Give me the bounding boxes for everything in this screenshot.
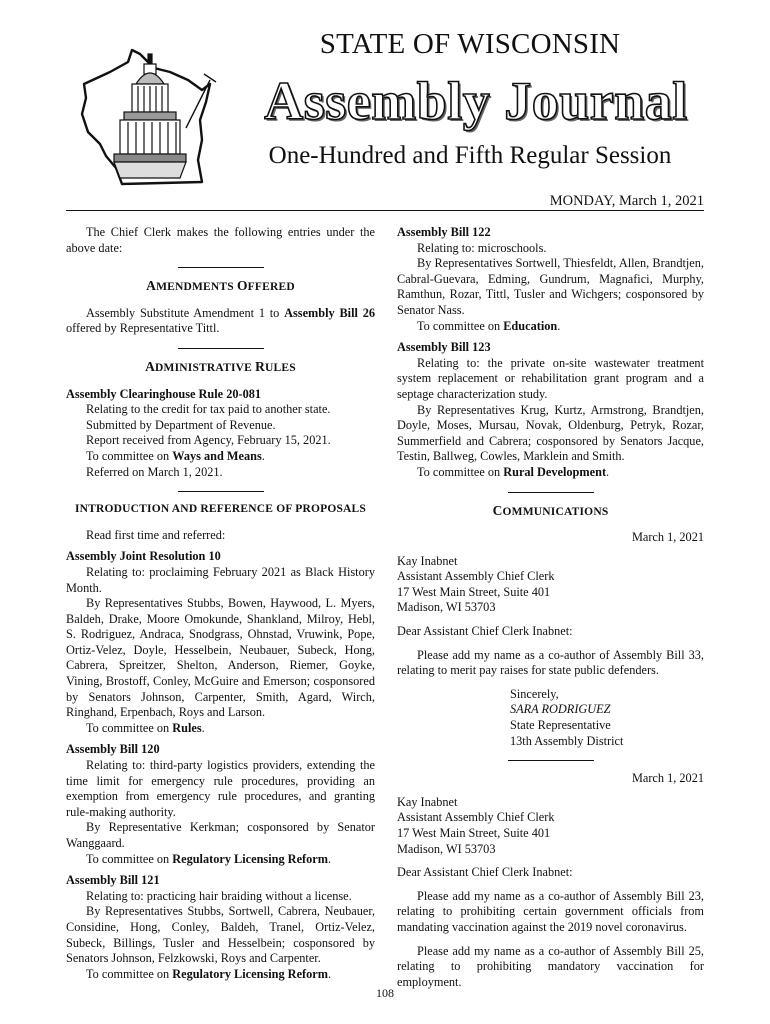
letter-closing: Sincerely, <box>510 686 559 701</box>
bill-committee: To committee on Regulatory Licensing Reform. <box>86 966 332 981</box>
bill-committee: To committee on Regulatory Licensing Reform. <box>86 851 332 866</box>
bill-relating: Relating to: third-party logistics providers, extending the time limit for emergency rule procedures, providing an exemption from emergency rule procedures, and granting rule-making authority. <box>66 758 375 819</box>
rule-title: Assembly Clearinghouse Rule 20-081 <box>66 386 262 401</box>
letter-body: Please add my name as a co-author of Assembly Bill 25, relating to prohibiting mandatory vaccination for employment. <box>397 943 704 989</box>
bill-title: Assembly Bill 121 <box>66 873 160 888</box>
bill-committee: To committee on Education. <box>417 318 561 333</box>
letter-date: March 1, 2021 <box>631 771 704 786</box>
state-title: STATE OF WISCONSIN <box>319 28 621 60</box>
bill-relating: Relating to: proclaiming February 2021 as Black History Month. <box>66 564 375 595</box>
bill-title: Assembly Bill 123 <box>397 340 491 355</box>
letter-signer: SARA RODRIGUEZ <box>510 702 611 717</box>
bill-relating: Relating to: the private on-site wastewater treatment system replacement or rehabilitation grant program and a septage characterization study. <box>397 355 704 401</box>
address-line: Kay Inabnet <box>397 794 458 809</box>
bill-sponsors: By Representatives Stubbs, Sortwell, Cabrera, Neubauer, Considine, Hong, Conley, Baldeh, Tranel, Ortiz-Velez, Subeck, Billings, Tusler and Hesselbein; cosponsored by Senators Johnson, Felzkowski, Roys and Carpenter. <box>66 904 375 966</box>
rule-committee: To committee on Ways and Means. <box>86 448 265 463</box>
section-heading-introduction: INTRODUCTION AND REFERENCE OF PROPOSALS <box>74 503 367 516</box>
letter-salutation: Dear Assistant Chief Clerk Inabnet: <box>397 865 573 880</box>
letter-body: Please add my name as a co-author of Assembly Bill 33, relating to merit pay raises for state public defenders. <box>397 647 704 678</box>
address-line: Madison, WI 53703 <box>397 600 496 615</box>
read-first-text: Read first time and referred: <box>86 527 226 542</box>
section-divider <box>178 491 264 492</box>
rule-referred: Referred on March 1, 2021. <box>86 464 223 479</box>
letter-date: March 1, 2021 <box>631 530 704 545</box>
left-column <box>66 225 375 982</box>
section-divider <box>178 267 264 268</box>
session-title: One-Hundred and Fifth Regular Session <box>268 142 672 169</box>
page-number: 108 <box>376 986 394 1000</box>
section-heading-amendments: AMENDMENTS OFFERED <box>146 278 295 294</box>
journal-title: Assembly Journal <box>264 71 688 131</box>
bill-title: Assembly Joint Resolution 10 <box>66 549 221 564</box>
header-rule <box>66 210 704 211</box>
wisconsin-capitol-logo <box>70 32 232 194</box>
rule-line: Submitted by Department of Revenue. <box>86 417 276 432</box>
bill-relating: Relating to: microschools. <box>417 240 547 255</box>
bill-sponsors: By Representatives Krug, Kurtz, Armstrong, Brandtjen, Doyle, Moses, Mursau, Novak, Oldenburg, Petryk, Rozar, Summerfield and Cabrera; cosponsored by Senators Jacque, Testin, Ballweg, Cowles, Marklein and Smith. <box>397 402 704 464</box>
bill-committee: To committee on Rural Development. <box>417 464 610 479</box>
rule-line: Relating to the credit for tax paid to another state. <box>86 402 331 417</box>
bill-sponsors: By Representative Kerkman; cosponsored by Senator Wanggaard. <box>66 820 375 850</box>
intro-text: The Chief Clerk makes the following entries under the above date: <box>66 225 375 255</box>
section-divider <box>178 348 264 349</box>
right-column <box>397 225 704 990</box>
address-line: Assistant Assembly Chief Clerk <box>397 569 555 584</box>
address-line: 17 West Main Street, Suite 401 <box>397 826 551 840</box>
bill-title: Assembly Bill 120 <box>66 742 160 757</box>
address-line: Kay Inabnet <box>397 553 458 568</box>
address-line: 17 West Main Street, Suite 401 <box>397 584 551 599</box>
bill-relating: Relating to: practicing hair braiding without a license. <box>86 888 352 903</box>
address-line: Madison, WI 53703 <box>397 841 496 856</box>
letter-body: Please add my name as a co-author of Assembly Bill 23, relating to prohibiting certain government officials from mandating vaccination against the 2019 novel coronavirus. <box>397 888 704 934</box>
section-heading-communications: COMMUNICATIONS <box>492 502 609 518</box>
section-divider <box>508 760 594 761</box>
letter-signer-district: 13th Assembly District <box>510 733 624 748</box>
letter-signer-title: State Representative <box>510 718 611 733</box>
rule-line: Report received from Agency, February 15, 2021. <box>86 433 331 448</box>
amendment-entry: Assembly Substitute Amendment 1 to Assembly Bill 26 offered by Representative Tittl. <box>66 305 375 336</box>
bill-committee: To committee on Rules. <box>86 720 205 735</box>
journal-date: MONDAY, March 1, 2021 <box>549 193 704 209</box>
letter-salutation: Dear Assistant Chief Clerk Inabnet: <box>397 624 573 639</box>
bill-title: Assembly Bill 122 <box>397 225 491 239</box>
bill-sponsors: By Representatives Stubbs, Bowen, Haywood, L. Myers, Baldeh, Drake, Moore Omokunde, Shankland, Milroy, Hebl, S. Rodriguez, Andraca, Snodgrass, Ohnstad, Vruwink, Pope, Ortiz-Velez, Doyle, Hesselbein, Neubauer, Subeck, Hong, Cabrera, Spreitzer, Shelton, Anderson, Riemer, Goyke, Vining, Brostoff, Conley, McGuire and Emerson; cosponsored by Senators Johnson, Carpenter, Smith, Agard, Wirch, Ringhand, Erpenbach, Roys and Larson. <box>66 596 375 720</box>
bill-sponsors: By Representatives Sortwell, Thiesfeldt, Allen, Brandtjen, Cabral-Guevara, Edming, Gundrum, Magnafici, Murphy, Ramthun, Rozar, Tittl, Tusler and Wichgers; cosponsored by Senator Nass. <box>397 256 704 317</box>
section-divider <box>508 492 594 493</box>
address-line: Assistant Assembly Chief Clerk <box>397 810 555 825</box>
section-heading-admin-rules: ADMINISTRATIVE RULES <box>145 358 296 374</box>
